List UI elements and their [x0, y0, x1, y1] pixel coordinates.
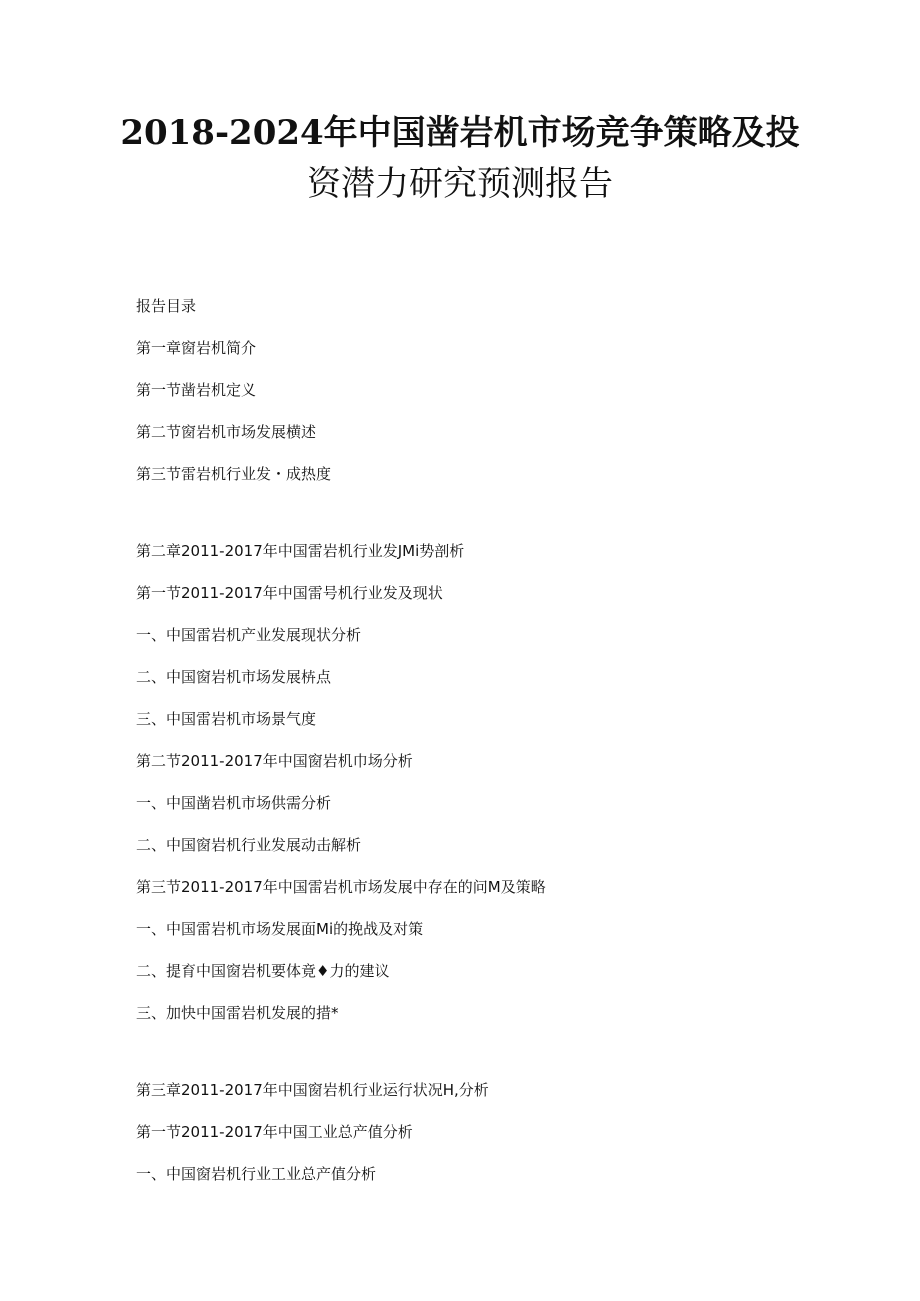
- toc-section: 第二节窗岩机市场发展横述: [136, 423, 317, 441]
- toc-section: 第一节2011-2017年中国工业总产值分析: [136, 1123, 413, 1141]
- toc-subsection: 三、中国雷岩机市场景气度: [136, 710, 317, 728]
- toc-subsection: 一、中国雷岩机市场发展面Mi的挽战及对策: [136, 920, 424, 938]
- toc-subsection: 一、中国雷岩机产业发展现状分析: [136, 626, 362, 644]
- toc-chapter-3: 第三章2011-2017年中国窗岩机行业运行状况H,分析: [136, 1081, 489, 1099]
- toc-section: 第一节2011-2017年中国雷号机行业发及现状: [136, 584, 443, 602]
- toc-section: 第三节雷岩机行业发・成热度: [136, 465, 332, 483]
- toc-section: 第二节2011-2017年中国窗岩机巾场分析: [136, 752, 413, 770]
- toc-subsection: 二、中国窗岩机市场发展枿点: [136, 668, 332, 686]
- report-title-line-1: 2018-2024年中国凿岩机市场竞争策略及投: [120, 113, 800, 153]
- toc-subsection: 二、提育中国窗岩机要体竟♦力的建议: [136, 962, 390, 980]
- toc-subsection: 一、中国凿岩机市场供需分析: [136, 794, 332, 812]
- toc-subsection: 三、加快中国雷岩机发展的措*: [136, 1004, 339, 1022]
- toc-chapter-1: 第一章窗岩机简介: [136, 339, 257, 357]
- report-title-line-2: 资潜力研究预测报告: [307, 164, 613, 204]
- toc-section: 第一节凿岩机定义: [136, 381, 257, 399]
- toc-subsection: 二、中国窗岩机行业发展动击解析: [136, 836, 362, 854]
- toc-subsection: 一、中国窗岩机行业工业总产值分析: [136, 1165, 377, 1183]
- toc-section: 第三节2011-2017年中国雷岩机市场发展中存在的问M及策略: [136, 878, 546, 896]
- toc-heading: 报告目录: [136, 297, 197, 315]
- table-of-contents: [136, 0, 836, 1301]
- toc-chapter-2: 第二章2011-2017年中国雷岩机行业发JMi势剖析: [136, 542, 465, 560]
